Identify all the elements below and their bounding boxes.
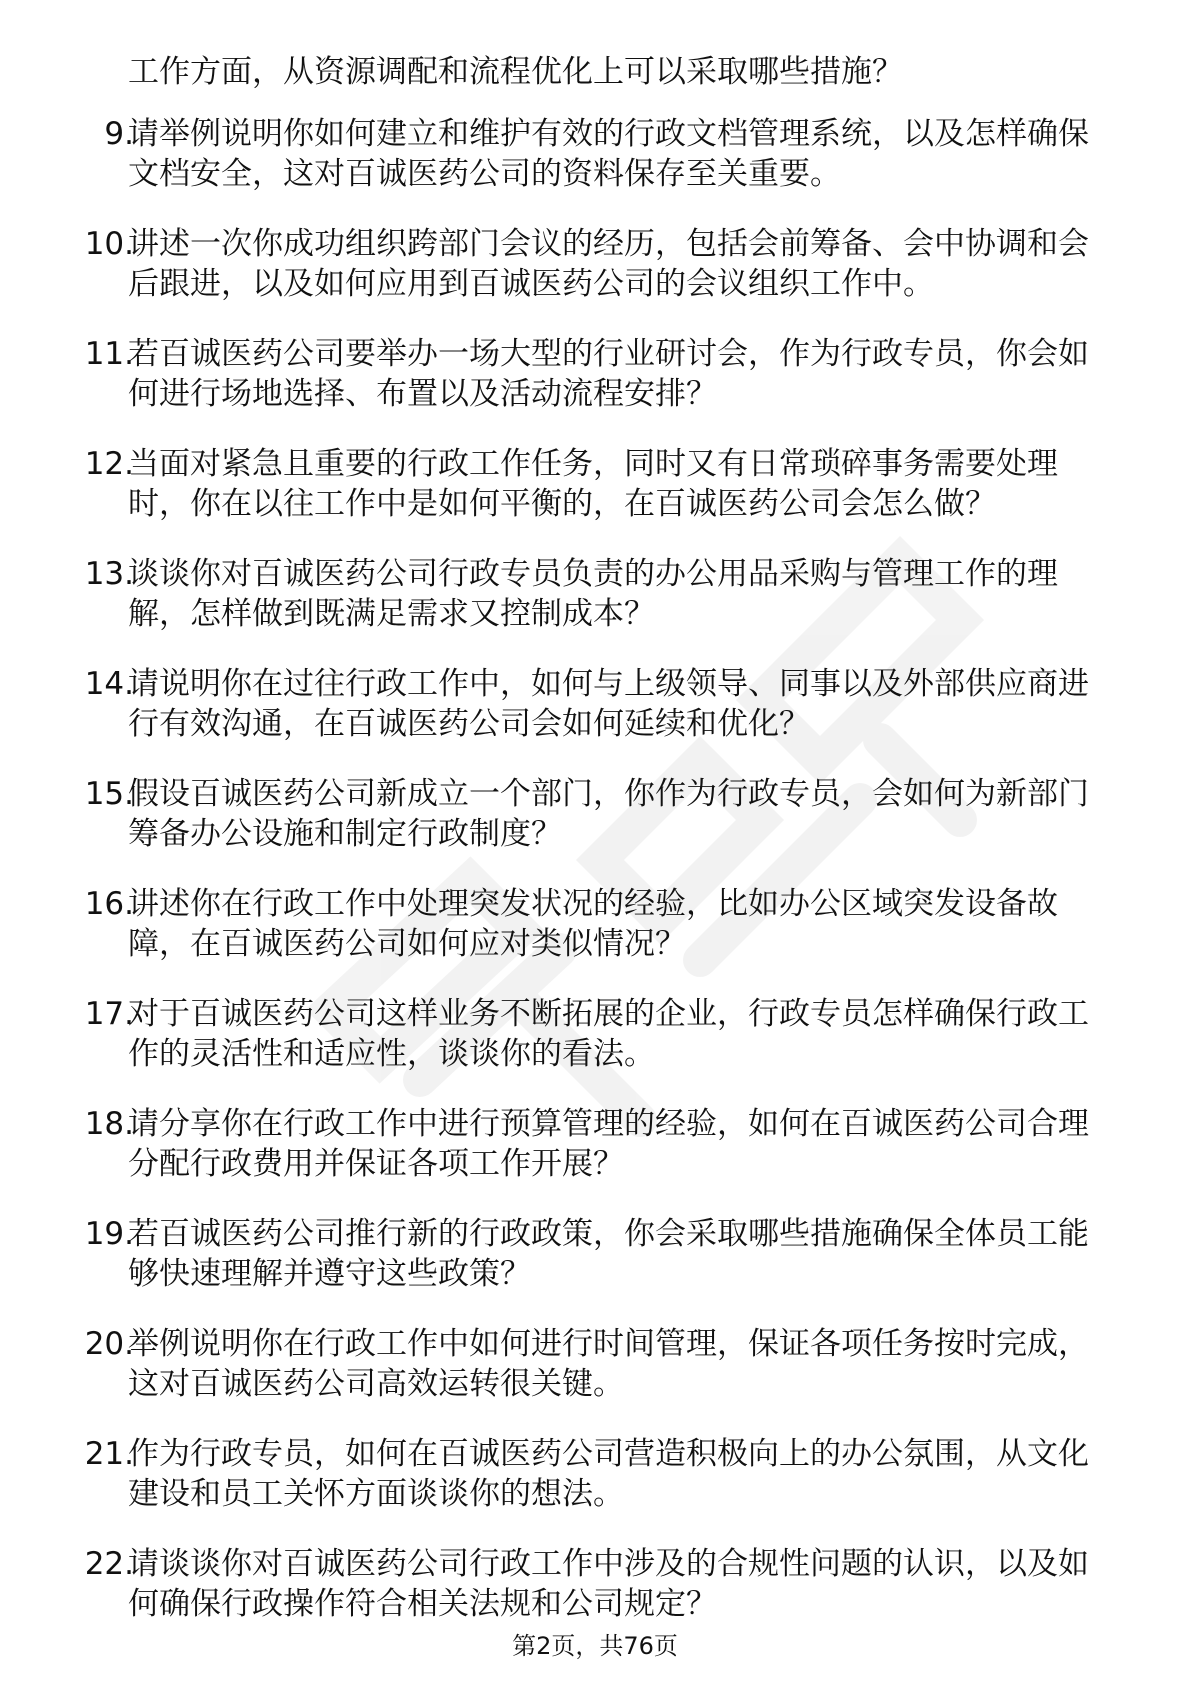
question-text: 请举例说明你如何建立和维护有效的行政文档管理系统，以及怎样确保文档安全，这对百诚医药公司的资料保存至关重要。 [128,116,1089,192]
question-item [0,1544,1190,1624]
question-item [0,884,1190,964]
question-number: 18. [84,1106,134,1142]
question-number: 9. [104,116,134,152]
question-text: 若百诚医药公司推行新的行政政策，你会采取哪些措施确保全体员工能够快速理解并遵守这些政策？ [128,1216,1089,1292]
question-number: 17. [84,996,134,1032]
page-footer: 第2页，共76页 [512,1632,678,1660]
question-text: 对于百诚医药公司这样业务不断拓展的企业，行政专员怎样确保行政工作的灵活性和适应性，谈谈你的看法。 [128,996,1089,1072]
continuation-text: 工作方面，从资源调配和流程优化上可以采取哪些措施？ [128,54,903,90]
question-text: 作为行政专员，如何在百诚医药公司营造积极向上的办公氛围，从文化建设和员工关怀方面谈谈你的想法。 [128,1436,1089,1512]
question-text: 讲述你在行政工作中处理突发状况的经验，比如办公区域突发设备故障，在百诚医药公司如何应对类似情况？ [128,886,1058,962]
question-number: 16. [84,886,134,922]
question-text: 请谈谈你对百诚医药公司行政工作中涉及的合规性问题的认识，以及如何确保行政操作符合相关法规和公司规定？ [128,1546,1089,1622]
question-number: 20. [84,1326,134,1362]
question-item [0,1214,1190,1294]
question-text: 当面对紧急且重要的行政工作任务，同时又有日常琐碎事务需要处理时，你在以往工作中是如何平衡的，在百诚医药公司会怎么做？ [128,446,1058,522]
question-text: 假设百诚医药公司新成立一个部门，你作为行政专员，会如何为新部门筹备办公设施和制定行政制度？ [128,776,1089,852]
question-text: 谈谈你对百诚医药公司行政专员负责的办公用品采购与管理工作的理解，怎样做到既满足需求又控制成本？ [128,556,1058,632]
question-item [0,664,1190,744]
question-item [0,774,1190,854]
question-item [0,994,1190,1074]
question-number: 22. [84,1546,134,1582]
question-list [0,114,1190,1654]
question-text: 请说明你在过往行政工作中，如何与上级领导、同事以及外部供应商进行有效沟通，在百诚医药公司会如何延续和优化？ [128,666,1089,742]
question-number: 14. [84,666,134,702]
question-item [0,1104,1190,1184]
question-number: 11. [84,336,134,372]
question-number: 12. [84,446,134,482]
question-item [0,1324,1190,1404]
question-number: 13. [84,556,134,592]
question-number: 19. [84,1216,134,1252]
question-number: 15. [84,776,134,812]
question-text: 若百诚医药公司要举办一场大型的行业研讨会，作为行政专员，你会如何进行场地选择、布置以及活动流程安排？ [128,336,1089,412]
question-item [0,334,1190,414]
question-item [0,554,1190,634]
question-number: 10. [84,226,134,262]
question-item [0,444,1190,524]
question-item [0,224,1190,304]
question-item [0,1434,1190,1514]
question-text: 举例说明你在行政工作中如何进行时间管理，保证各项任务按时完成，这对百诚医药公司高效运转很关键。 [128,1326,1089,1402]
question-text: 讲述一次你成功组织跨部门会议的经历，包括会前筹备、会中协调和会后跟进，以及如何应用到百诚医药公司的会议组织工作中。 [128,226,1089,302]
question-text: 请分享你在行政工作中进行预算管理的经验，如何在百诚医药公司合理分配行政费用并保证各项工作开展？ [128,1106,1089,1182]
question-item [0,114,1190,194]
question-number: 21. [84,1436,134,1472]
